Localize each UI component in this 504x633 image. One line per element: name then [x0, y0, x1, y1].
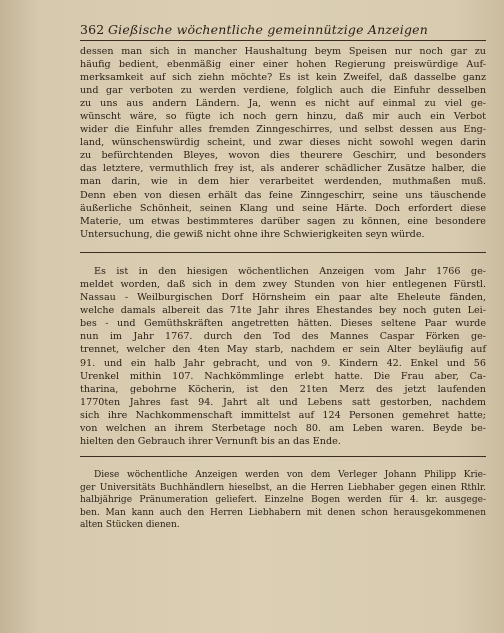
text-line: Nassau - Weilburgischen Dorf Hörnsheim ein paar alte Eheleute fänden,	[80, 292, 486, 304]
text-line: wider die Einfuhr alles fremden Zinngeschirres, und selbst dessen aus Eng-	[80, 124, 486, 136]
text-line: land, wünschenswürdig scheint, und zwar dieses nicht sowohl wegen darin	[80, 137, 486, 149]
text-line: von welchen an ihrem Sterbetage noch 80. am Leben waren. Beyde be-	[80, 422, 486, 434]
text-line: das letztere, vermuthlich frey ist, als anderer schädlicher Zusätze halber, die	[80, 163, 486, 175]
text-line: häufig bedient, ebenmäßig einer einer hohen Regierung preiswürdige Auf-	[80, 59, 486, 71]
text-line: halbjährige Pränumeration geliefert. Einzelne Bogen werden für 4. kr. ausgege-	[80, 495, 486, 506]
text-line: merksamkeit auf sich ziehn möchte? Es ist kein Zweifel, daß dasselbe ganz	[80, 72, 486, 84]
page-number: 362	[80, 22, 105, 37]
section-separator	[80, 252, 486, 254]
text-line: wünscht wäre, so fügte ich noch gern hinzu, daß mir auch ein Verbot	[80, 111, 486, 123]
text-line: trennet, welcher den 4ten May starb, nachdem er sein Alter beyläufig auf	[80, 344, 486, 356]
page-header	[80, 22, 486, 37]
text-line: zu uns aus andern Ländern. Ja, wenn es nicht auf einmal zu viel ge-	[80, 98, 486, 110]
text-line: alten Stücken dienen.	[80, 520, 180, 531]
text-line: man darin, wie in dem hier verarbeitet werdenden, muthmaßen muß.	[80, 176, 486, 188]
text-line: nun im Jahr 1767. durch den Tod des Mannes Caspar Förken ge-	[80, 331, 486, 343]
text-line: hielten den Gebrauch ihrer Vernunft bis an das Ende.	[80, 435, 341, 447]
text-line: Es ist in den hiesigen wöchentlichen Anzeigen vom Jahr 1766 ge-	[94, 266, 486, 278]
text-line: tharina, gebohrne Köcherin, ist den 21ten Merz des jetzt laufenden	[80, 383, 486, 395]
text-line: ben. Man kann auch den Herren Liebhabern mit denen schon herausgekommenen	[80, 507, 486, 518]
text-line: und gar verboten zu werden verdiene, folglich auch die Einfuhr desselben	[80, 85, 486, 97]
text-line: 91. und ein halb Jahr gebracht, und von 9. Kindern 42. Enkel und 56	[80, 357, 486, 369]
running-head: Gießische wöchentliche gemeinnützige Anzeigen	[108, 22, 429, 37]
notice-separator	[80, 456, 486, 458]
text-line: Diese wöchentliche Anzeigen werden von dem Verleger Johann Philipp Krie-	[94, 470, 486, 481]
text-line: bes - und Gemüthskräften angetretten hätten. Dieses seltene Paar wurde	[80, 318, 486, 330]
text-line: äußerliche Schönheit, seinen Klang und seine Härte. Doch erfordert diese	[80, 202, 486, 214]
text-line: zu befürchtenden Bleyes, wovon dies theurere Geschirr, und besonders	[80, 150, 486, 162]
article-paragraph-hoernsheim	[80, 265, 486, 448]
text-line: Untersuchung, die gewiß nicht ohne ihre Schwierigkeiten seyn würde.	[80, 228, 425, 240]
text-line: Denn eben von diesen erhält das feine Zinngeschirr, seine uns täuschende	[80, 189, 486, 201]
text-line: meldet worden, daß sich in dem zwey Stunden von hier entlegenen Fürstl.	[80, 279, 486, 291]
text-line: Materie, um etwas bestimmteres darüber sagen zu können, eine besondere	[80, 215, 486, 227]
text-line: sich ihre Nachkommenschaft immittelst auf 124 Personen gemehret hatte;	[80, 409, 486, 421]
text-line: 1770ten Jahres fast 94. Jahrt alt und Lebens satt gestorben, nachdem	[80, 396, 486, 408]
text-line: welche damals albereit das 71te Jahr ihres Ehestandes bey noch guten Lei-	[80, 305, 486, 317]
article-paragraph-zinn	[80, 45, 486, 241]
text-line: ger Universitäts Buchhändlern hieselbst, an die Herren Liebhaber gegen einen Rthlr.	[80, 482, 486, 493]
text-line: Urenkel mithin 107. Nachkömmlinge erlebt hatte. Die Frau aber, Ca-	[80, 370, 486, 382]
text-line: dessen man sich in mancher Haushaltung beym Speisen nur noch gar zu	[80, 46, 486, 57]
header-rule	[80, 40, 486, 41]
publisher-notice	[80, 469, 486, 532]
